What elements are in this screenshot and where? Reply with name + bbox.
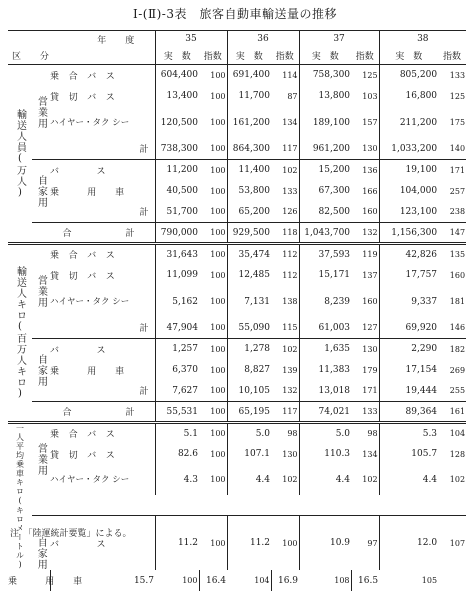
value-cell: 961,200 (299, 139, 351, 160)
index-cell: 100 (199, 360, 227, 381)
row-label: 貸 切 バ ス (50, 444, 155, 465)
value-cell: 123,100 (379, 202, 438, 223)
index-cell: 161 (438, 402, 466, 423)
table-row (8, 86, 466, 107)
header-shisu: 指数 (351, 48, 379, 65)
index-cell: 130 (351, 139, 379, 160)
value-cell: 42,826 (379, 244, 438, 265)
table-row (8, 160, 466, 181)
table-row (8, 65, 466, 86)
row-label: ハイヤー・タク シー (50, 107, 155, 139)
value-cell: 8,827 (227, 360, 271, 381)
table-row (8, 31, 466, 48)
value-cell: 5.0 (227, 423, 271, 444)
index-cell: 100 (199, 244, 227, 265)
value-cell: 11.2 (155, 516, 199, 571)
index-cell: 100 (199, 444, 227, 465)
index-cell: 100 (199, 223, 227, 244)
table-row (8, 360, 466, 381)
index-cell: 104 (227, 570, 271, 591)
value-cell: 110.3 (299, 444, 351, 465)
index-cell: 107 (438, 516, 466, 571)
index-cell: 100 (199, 107, 227, 139)
value-cell: 8,239 (299, 286, 351, 318)
value-cell: 13,400 (155, 86, 199, 107)
table-row (8, 181, 466, 202)
index-cell: 100 (199, 318, 227, 339)
index-cell: 257 (438, 181, 466, 202)
table-row (8, 444, 466, 465)
value-cell: 11,383 (299, 360, 351, 381)
row-label: 乗 用 車 (50, 360, 155, 381)
value-cell: 189,100 (299, 107, 351, 139)
value-cell: 89,364 (379, 402, 438, 423)
value-cell: 11,700 (227, 86, 271, 107)
value-cell: 17,757 (379, 265, 438, 286)
value-cell: 691,400 (227, 65, 271, 86)
value-cell: 55,531 (155, 402, 199, 423)
value-cell: 5,162 (155, 286, 199, 318)
index-cell: 103 (351, 86, 379, 107)
index-cell: 108 (299, 570, 351, 591)
value-cell: 758,300 (299, 65, 351, 86)
index-cell: 171 (438, 160, 466, 181)
value-cell: 2,290 (379, 339, 438, 360)
sub-eigyo: 営業用 (32, 65, 50, 160)
value-cell: 65,195 (227, 402, 271, 423)
value-cell: 47,904 (155, 318, 199, 339)
row-label: 計 (50, 381, 155, 402)
index-cell: 100 (199, 65, 227, 86)
value-cell: 11,099 (155, 265, 199, 286)
index-cell: 238 (438, 202, 466, 223)
index-cell: 133 (438, 65, 466, 86)
value-cell: 7,627 (155, 381, 199, 402)
index-cell: 114 (271, 65, 299, 86)
index-cell: 100 (199, 339, 227, 360)
index-cell: 87 (271, 86, 299, 107)
header-nendo: 年 度 (8, 31, 155, 48)
header-jissu: 実 数 (379, 48, 438, 65)
value-cell: 16.9 (271, 570, 299, 591)
index-cell: 100 (199, 286, 227, 318)
value-cell: 1,257 (155, 339, 199, 360)
index-cell: 100 (199, 402, 227, 423)
value-cell: 10,105 (227, 381, 271, 402)
index-cell: 146 (438, 318, 466, 339)
value-cell: 82.6 (155, 444, 199, 465)
row-label: 乗 合 バ ス (50, 423, 155, 444)
index-cell: 100 (199, 381, 227, 402)
index-cell: 166 (351, 181, 379, 202)
sub-jika: 自家用 (32, 339, 50, 402)
index-cell: 134 (271, 107, 299, 139)
row-label: 乗 合 バ ス (50, 65, 155, 86)
index-cell: 181 (438, 286, 466, 318)
row-label-total: 合 計 (32, 223, 155, 244)
value-cell: 1,043,700 (299, 223, 351, 244)
index-cell: 112 (271, 244, 299, 265)
index-cell: 100 (199, 516, 227, 571)
sub-eigyo: 営業用 (32, 423, 50, 495)
value-cell: 1,156,300 (379, 223, 438, 244)
row-label: バ ス (50, 160, 155, 181)
index-cell: 160 (351, 202, 379, 223)
index-cell: 98 (271, 423, 299, 444)
row-label: 計 (50, 202, 155, 223)
value-cell: 805,200 (379, 65, 438, 86)
value-cell: 104,000 (379, 181, 438, 202)
header-shisu: 指数 (438, 48, 466, 65)
index-cell: 100 (271, 516, 299, 571)
group-label: 一人平均乗車キロ(キロメートル) (8, 423, 32, 571)
index-cell: 128 (438, 444, 466, 465)
header-jissu: 実 数 (155, 48, 199, 65)
index-cell: 137 (351, 265, 379, 286)
table-row (8, 107, 466, 139)
index-cell: 127 (351, 318, 379, 339)
index-cell: 175 (438, 107, 466, 139)
header-shisu: 指数 (199, 48, 227, 65)
index-cell: 117 (271, 139, 299, 160)
index-cell: 102 (271, 160, 299, 181)
value-cell: 6,370 (155, 360, 199, 381)
index-cell: 133 (271, 181, 299, 202)
index-cell: 97 (351, 516, 379, 571)
index-cell: 100 (199, 160, 227, 181)
index-cell: 104 (438, 423, 466, 444)
value-cell: 16.4 (199, 570, 227, 591)
index-cell: 112 (271, 265, 299, 286)
index-cell: 105 (379, 570, 438, 591)
index-cell: 182 (438, 339, 466, 360)
header-year: 37 (299, 31, 379, 48)
value-cell: 929,500 (227, 223, 271, 244)
index-cell: 132 (351, 223, 379, 244)
value-cell: 7,131 (227, 286, 271, 318)
index-cell: 125 (351, 65, 379, 86)
index-cell: 140 (438, 139, 466, 160)
row-label: 乗 用 車 (8, 570, 32, 591)
value-cell: 16,800 (379, 86, 438, 107)
row-label: バ ス (50, 516, 155, 571)
table-row (8, 495, 466, 516)
table-row (8, 223, 466, 244)
index-cell: 147 (438, 223, 466, 244)
index-cell: 117 (271, 402, 299, 423)
table-row (8, 286, 466, 318)
value-cell: 74,021 (299, 402, 351, 423)
header-year: 38 (379, 31, 466, 48)
value-cell: 15.7 (50, 570, 155, 591)
value-cell: 40,500 (155, 181, 199, 202)
index-cell: 100 (199, 465, 227, 495)
value-cell: 31,643 (155, 244, 199, 265)
value-cell: 11,400 (227, 160, 271, 181)
index-cell: 100 (199, 265, 227, 286)
index-cell: 98 (351, 423, 379, 444)
header-year: 36 (227, 31, 299, 48)
index-cell: 100 (199, 181, 227, 202)
row-label: ハイヤー・タク シー (50, 465, 155, 495)
value-cell: 5.3 (379, 423, 438, 444)
index-cell: 126 (271, 202, 299, 223)
value-cell: 1,033,200 (379, 139, 438, 160)
table-row (8, 465, 466, 495)
value-cell: 37,593 (299, 244, 351, 265)
value-cell: 19,444 (379, 381, 438, 402)
index-cell: 179 (351, 360, 379, 381)
value-cell: 19,100 (379, 160, 438, 181)
index-cell: 100 (155, 570, 199, 591)
value-cell: 17,154 (379, 360, 438, 381)
value-cell: 5.1 (155, 423, 199, 444)
index-cell: 102 (271, 465, 299, 495)
table-row (8, 570, 466, 591)
value-cell: 105.7 (379, 444, 438, 465)
row-label: 乗 用 車 (50, 181, 155, 202)
index-cell: 136 (351, 160, 379, 181)
footnote: 注 「陸運統計要覧」による。 (10, 526, 132, 539)
index-cell: 102 (438, 465, 466, 495)
value-cell: 35,474 (227, 244, 271, 265)
value-cell: 4.4 (227, 465, 271, 495)
index-cell: 118 (271, 223, 299, 244)
index-cell: 134 (351, 444, 379, 465)
index-cell: 133 (351, 402, 379, 423)
row-label: 計 (50, 139, 155, 160)
value-cell: 10.9 (299, 516, 351, 571)
value-cell: 12.0 (379, 516, 438, 571)
index-cell: 100 (199, 86, 227, 107)
value-cell: 790,000 (155, 223, 199, 244)
group-label: 輸送人キロ(百万人キロ) (8, 244, 32, 423)
value-cell: 11.2 (227, 516, 271, 571)
header-jissu: 実 数 (299, 48, 351, 65)
value-cell: 69,920 (379, 318, 438, 339)
table-row (8, 516, 466, 571)
value-cell: 13,800 (299, 86, 351, 107)
value-cell: 53,800 (227, 181, 271, 202)
row-label: 計 (50, 318, 155, 339)
value-cell: 15,200 (299, 160, 351, 181)
value-cell: 11,200 (155, 160, 199, 181)
value-cell: 12,485 (227, 265, 271, 286)
value-cell: 4.3 (155, 465, 199, 495)
index-cell: 160 (438, 265, 466, 286)
table-row (8, 265, 466, 286)
index-cell: 139 (271, 360, 299, 381)
header-year: 35 (155, 31, 227, 48)
value-cell: 15,171 (299, 265, 351, 286)
row-label: 乗 合 バ ス (50, 244, 155, 265)
value-cell: 107.1 (227, 444, 271, 465)
index-cell: 130 (271, 444, 299, 465)
index-cell: 269 (438, 360, 466, 381)
table-row (8, 402, 466, 423)
group-label: 輸送人員(万人) (8, 65, 32, 244)
index-cell: 125 (438, 86, 466, 107)
index-cell: 255 (438, 381, 466, 402)
value-cell: 61,003 (299, 318, 351, 339)
table-row (8, 48, 466, 65)
value-cell: 67,300 (299, 181, 351, 202)
value-cell: 82,500 (299, 202, 351, 223)
row-label: 貸 切 バ ス (50, 265, 155, 286)
table-row (8, 244, 466, 265)
sub-jika: 自家用 (32, 160, 50, 223)
index-cell: 102 (351, 465, 379, 495)
table-row (8, 139, 466, 160)
value-cell: 120,500 (155, 107, 199, 139)
index-cell: 135 (438, 244, 466, 265)
value-cell: 864,300 (227, 139, 271, 160)
value-cell: 4.4 (299, 465, 351, 495)
index-cell: 130 (351, 339, 379, 360)
index-cell: 100 (199, 202, 227, 223)
row-label: バ ス (50, 339, 155, 360)
index-cell: 100 (199, 139, 227, 160)
data-table (8, 30, 466, 591)
value-cell: 604,400 (155, 65, 199, 86)
sub-jika: 自家用 (32, 516, 50, 591)
value-cell: 4.4 (379, 465, 438, 495)
value-cell: 13,018 (299, 381, 351, 402)
value-cell: 161,200 (227, 107, 271, 139)
value-cell: 1,278 (227, 339, 271, 360)
table-row (8, 423, 466, 444)
index-cell: 115 (271, 318, 299, 339)
sub-eigyo: 営業用 (32, 244, 50, 339)
value-cell: 1,635 (299, 339, 351, 360)
value-cell: 65,200 (227, 202, 271, 223)
index-cell: 100 (199, 423, 227, 444)
index-cell: 160 (351, 286, 379, 318)
header-kubun: 区 分 (8, 48, 155, 65)
row-label: ハイヤー・タク シー (50, 286, 155, 318)
table-row (8, 318, 466, 339)
value-cell: 9,337 (379, 286, 438, 318)
table-row (8, 202, 466, 223)
value-cell: 5.0 (299, 423, 351, 444)
index-cell: 138 (271, 286, 299, 318)
index-cell: 119 (351, 244, 379, 265)
value-cell: 55,090 (227, 318, 271, 339)
index-cell: 157 (351, 107, 379, 139)
row-label-total: 合 計 (32, 402, 155, 423)
header-jissu: 実 数 (227, 48, 271, 65)
row-label: 貸 切 バ ス (50, 86, 155, 107)
index-cell: 132 (271, 381, 299, 402)
value-cell: 16.5 (351, 570, 379, 591)
value-cell: 211,200 (379, 107, 438, 139)
table-row (8, 339, 466, 360)
table-row (8, 381, 466, 402)
header-shisu: 指数 (271, 48, 299, 65)
value-cell: 738,300 (155, 139, 199, 160)
table-title: Ⅰ-(Ⅱ)-3表 旅客自動車輸送量の推移 (0, 5, 470, 22)
index-cell: 102 (271, 339, 299, 360)
index-cell: 171 (351, 381, 379, 402)
value-cell: 51,700 (155, 202, 199, 223)
